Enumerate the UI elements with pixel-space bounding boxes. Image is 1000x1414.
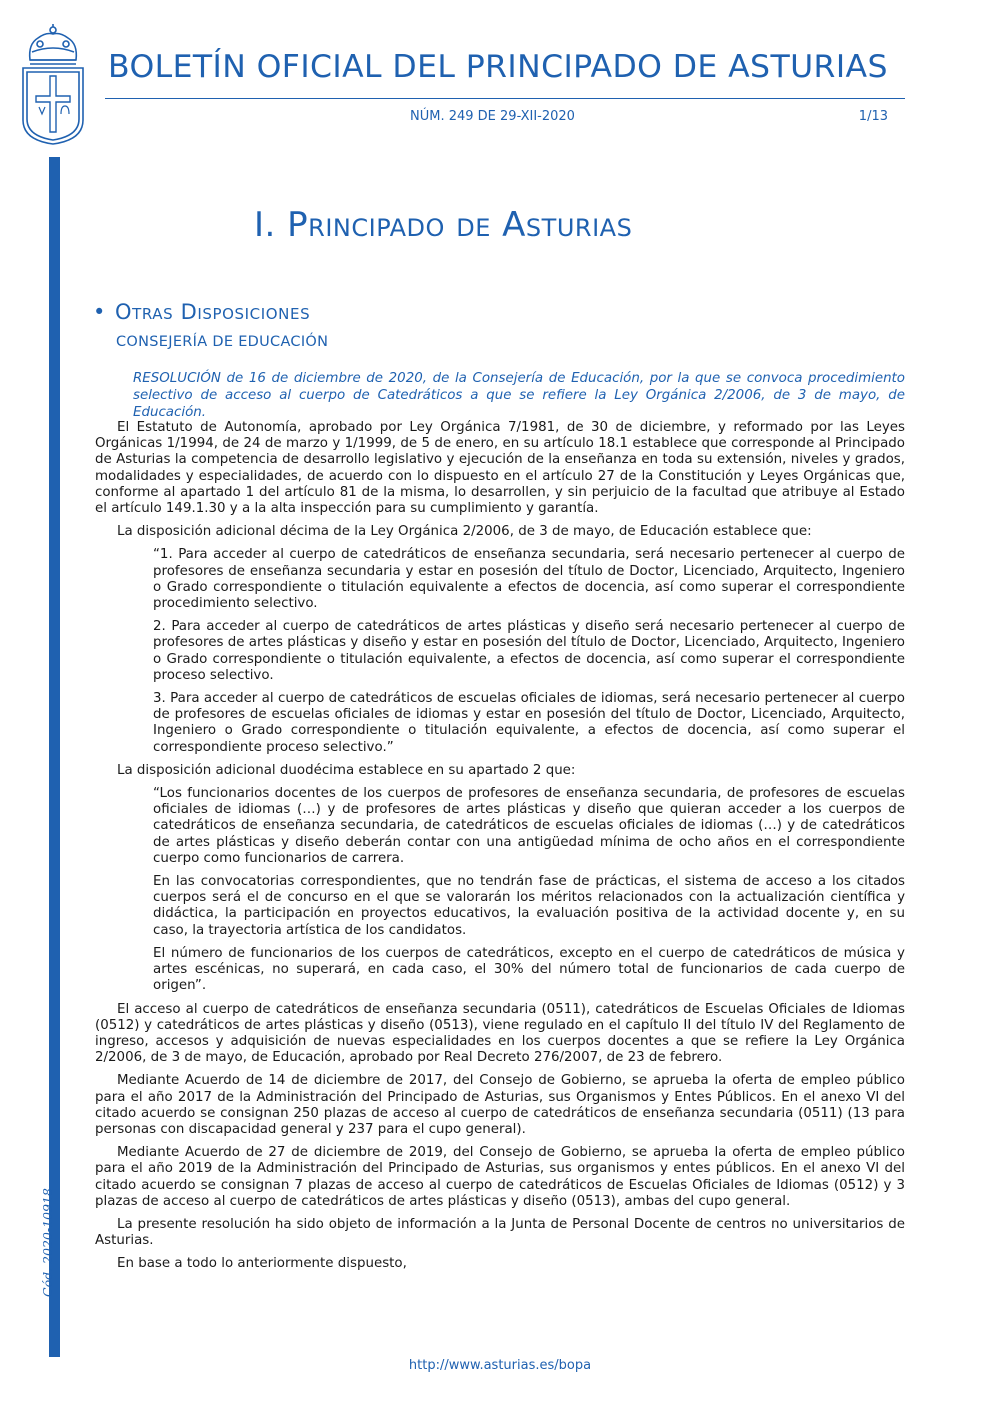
page-indicator: 1/13 (858, 109, 888, 124)
side-bar (49, 157, 60, 1357)
quote-paragraph: “Los funcionarios docentes de los cuerpos de profesores de enseñanza secundaria, de profesores de escuelas oficiales de idiomas (…) y de profesores de artes plásticas y diseño que quieran acceder a los cuerpos de catedráticos de enseñanza secundaria, de catedráticos de escuelas oficiales de idiomas (…) y de catedráticos de artes plásticas y diseño deberán contar con una antigüedad mínima de ocho años en el correspondiente cuerpo como funcionarios de carrera. (153, 786, 905, 866)
issue-number: NÚM. 249 DE 29-XII-2020 (410, 109, 575, 124)
paragraph: Mediante Acuerdo de 14 de diciembre de 2017, del Consejo de Gobierno, se aprueba la oferta de empleo público para el año 2017 de la Administración del Principado de Asturias, sus Organismos y Entes Públicos. En el anexo VI del citado acuerdo se consignan 250 plazas de acceso al cuerpo de catedráticos de enseñanza secundaria (0511) (13 para personas con discapacidad general y 237 para el cupo general). (95, 1073, 905, 1137)
bulletin-title: BOLETÍN OFICIAL DEL PRINCIPADO DE ASTURIAS (108, 49, 888, 85)
department-name: CONSEJERÍA DE EDUCACIÓN (116, 334, 329, 350)
quote-paragraph: 3. Para acceder al cuerpo de catedráticos de escuelas oficiales de idiomas, será necesario pertenecer al cuerpo de profesores de escuelas oficiales de idiomas y estar en posesión del título de Doctor, Licenciado, Arquitecto, Ingeniero o Grado correspondiente o titulación equivalente, a efectos de docencia, así como superar el correspondiente proceso selectivo.” (153, 691, 905, 755)
paragraph: El acceso al cuerpo de catedráticos de enseñanza secundaria (0511), catedráticos de Escuelas Oficiales de Idiomas (0512) y catedráticos de artes plásticas y diseño (0513), viene regulado en el capítulo II del título IV del Reglamento de ingreso, accesos y adquisición de nuevas especialidades en los cuerpos docentes a que se refiere la Ley Orgánica 2/2006, de 3 de mayo, de Educación, aprobado por Real Decreto 276/2007, de 23 de febrero. (95, 1001, 905, 1066)
quote-paragraph: El número de funcionarios de los cuerpos de catedráticos, excepto en el cuerpo de catedráticos de música y artes escénicas, no superará, en cada caso, el 30% del número total de funcionarios de cada cuerpo de origen”. (153, 945, 905, 994)
resolution-summary: RESOLUCIÓN de 16 de diciembre de 2020, de la Consejería de Educación, por la que se convoca procedimiento selectivo de acceso al cuerpo de Catedráticos a que se refiere la Ley Orgánica 2/2006, de 3 de mayo, de Educación. (133, 371, 905, 420)
paragraph: Mediante Acuerdo de 27 de diciembre de 2019, del Consejo de Gobierno, se aprueba la oferta de empleo público para el año 2019 de la Administración del Principado de Asturias, sus organismos y entes públicos. En el anexo VI del citado acuerdo se consignan 7 plazas de acceso al cuerpo de catedráticos de Escuelas Oficiales de Idiomas (0512) y 3 plazas de acceso al cuerpo de catedráticos de artes plásticas y diseño (0513), ambas del cupo general. (95, 1145, 905, 1209)
coat-of-arms-icon (20, 22, 86, 146)
paragraph: La disposición adicional décima de la Ley Orgánica 2/2006, de 3 de mayo, de Educación establece que: (117, 524, 812, 540)
section-heading: I. Principado de Asturias (254, 205, 633, 245)
paragraph: La presente resolución ha sido objeto de información a la Junta de Personal Docente de centros no universitarios de Asturias. (95, 1216, 905, 1249)
quote-paragraph: “1. Para acceder al cuerpo de catedráticos de enseñanza secundaria, será necesario pertenecer al cuerpo de profesores de enseñanza secundaria y estar en posesión del título de Doctor, Licenciado, Arquitecto, Ingeniero o Grado correspondiente o titulación equivalente a efectos de docencia, así como superar el correspondiente procedimiento selectivo. (153, 547, 905, 612)
paragraph: En base a todo lo anteriormente dispuesto, (117, 1256, 407, 1272)
header-divider (105, 98, 905, 99)
subsection-title: Otras Disposiciones (115, 300, 311, 324)
quote-paragraph: En las convocatorias correspondientes, que no tendrán fase de prácticas, el sistema de acceso a los citados cuerpos será el de concurso en el que se valorarán los méritos relacionados con la actualización científica y didáctica, la participación en proyectos educativos, la evaluación positiva de la actividad docente y, en su caso, la trayectoria artística de los candidatos. (153, 874, 905, 938)
document-code: Cód. 2020-10918 (40, 1188, 55, 1298)
bullet: • (93, 300, 106, 324)
quote-paragraph: 2. Para acceder al cuerpo de catedráticos de artes plásticas y diseño será necesario pertenecer al cuerpo de profesores de artes plásticas y diseño y estar en posesión del título de Doctor, Licenciado, Arquitecto, Ingeniero o Grado correspondiente o titulación equivalente, a efectos de docencia, así como superar el correspondiente proceso selectivo. (153, 619, 905, 683)
subsection-heading (93, 300, 310, 324)
paragraph: El Estatuto de Autonomía, aprobado por Ley Orgánica 7/1981, de 30 de diciembre, y reformado por las Leyes Orgánicas 1/1994, de 24 de marzo y 1/1999, de 5 de enero, en su artículo 18.1 establece que corresponde al Principado de Asturias la competencia de desarrollo legislativo y ejecución de la enseñanza en toda su extensión, niveles y grados, modalidades y especialidades, de acuerdo con lo dispuesto en el artículo 27 de la Constitución y Leyes Orgánicas que, conforme al apartado 1 del artículo 81 de la misma, lo desarrollen, y sin perjuicio de la facultad que atribuye al Estado el artículo 149.1.30 y a la alta inspección para su cumplimiento y garantía. (95, 420, 905, 517)
footer-link[interactable]: http://www.asturias.es/bopa (408, 1358, 592, 1373)
paragraph: La disposición adicional duodécima establece en su apartado 2 que: (117, 762, 576, 778)
document-body (95, 420, 905, 1280)
